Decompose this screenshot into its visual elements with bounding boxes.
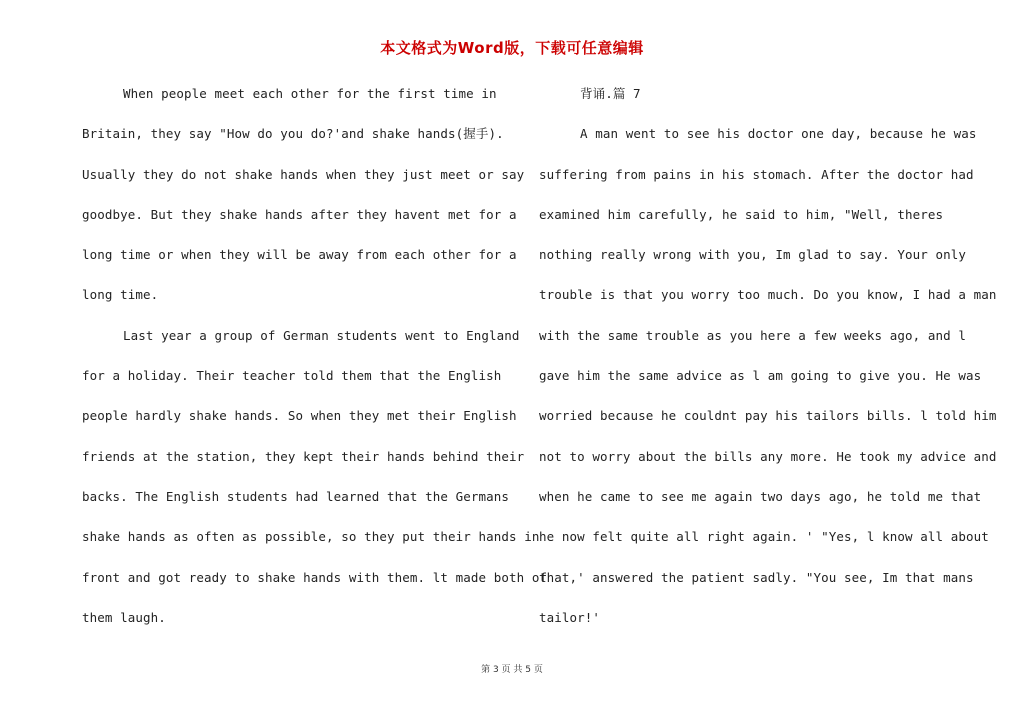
paragraph-line: front and got ready to shake hands with them. lt made both of	[82, 569, 548, 585]
paragraph-line: backs. The English students had learned that the Germans	[82, 488, 510, 504]
paragraph-line: friends at the station, they kept their hands behind their	[82, 448, 525, 464]
paragraph-line: worried because he couldnt pay his tailors bills. l told him	[539, 408, 997, 424]
paragraph-line: Last year a group of German students went to England	[123, 327, 520, 343]
paragraph-line: when he came to see me again two days ago, he told me that	[539, 488, 982, 504]
section-heading: 背诵.篇 7	[580, 86, 641, 101]
left-column	[82, 80, 548, 644]
paragraph-line: When people meet each other for the first time in	[123, 86, 497, 101]
paragraph-line: trouble is that you worry too much. Do you know, I had a man	[539, 287, 997, 303]
paragraph-line: people hardly shake hands. So when they met their English	[82, 408, 517, 424]
document-banner: 本文格式为Word版，下载可任意编辑	[380, 39, 644, 57]
paragraph-line: long time or when they will be away from each other for a	[82, 247, 517, 263]
paragraph-line: for a holiday. Their teacher told them that the English	[82, 368, 502, 384]
paragraph-line: suffering from pains in his stomach. After the doctor had	[539, 166, 974, 182]
page-number: 第 3 页 共 5 页	[481, 665, 543, 675]
paragraph-line: Usually they do not shake hands when they just meet or say	[82, 166, 525, 182]
paragraph-line: with the same trouble as you here a few weeks ago, and l	[539, 327, 967, 343]
paragraph-line: that,' answered the patient sadly. "You see, Im that mans	[539, 569, 974, 585]
paragraph-line: gave him the same advice as l am going to give you. He was	[539, 368, 982, 384]
paragraph-line: he now felt quite all right again. ' "Yes, l know all about	[539, 529, 989, 545]
paragraph-line: examined him carefully, he said to him, "Well, theres	[539, 206, 944, 222]
paragraph-line: Britain, they say "How do you do?'and shake hands(握手).	[82, 126, 504, 142]
right-column	[539, 80, 997, 644]
paragraph-line: long time.	[82, 287, 159, 303]
paragraph-line: goodbye. But they shake hands after they havent met for a	[82, 206, 517, 222]
paragraph-line: them laugh.	[82, 609, 166, 625]
paragraph-line: A man went to see his doctor one day, because he was	[580, 126, 977, 142]
paragraph-line: tailor!'	[539, 609, 601, 625]
paragraph-line: not to worry about the bills any more. He took my advice and	[539, 448, 997, 464]
paragraph-line: nothing really wrong with you, Im glad to say. Your only	[539, 247, 967, 263]
paragraph-line: shake hands as often as possible, so they put their hands in	[82, 529, 540, 545]
